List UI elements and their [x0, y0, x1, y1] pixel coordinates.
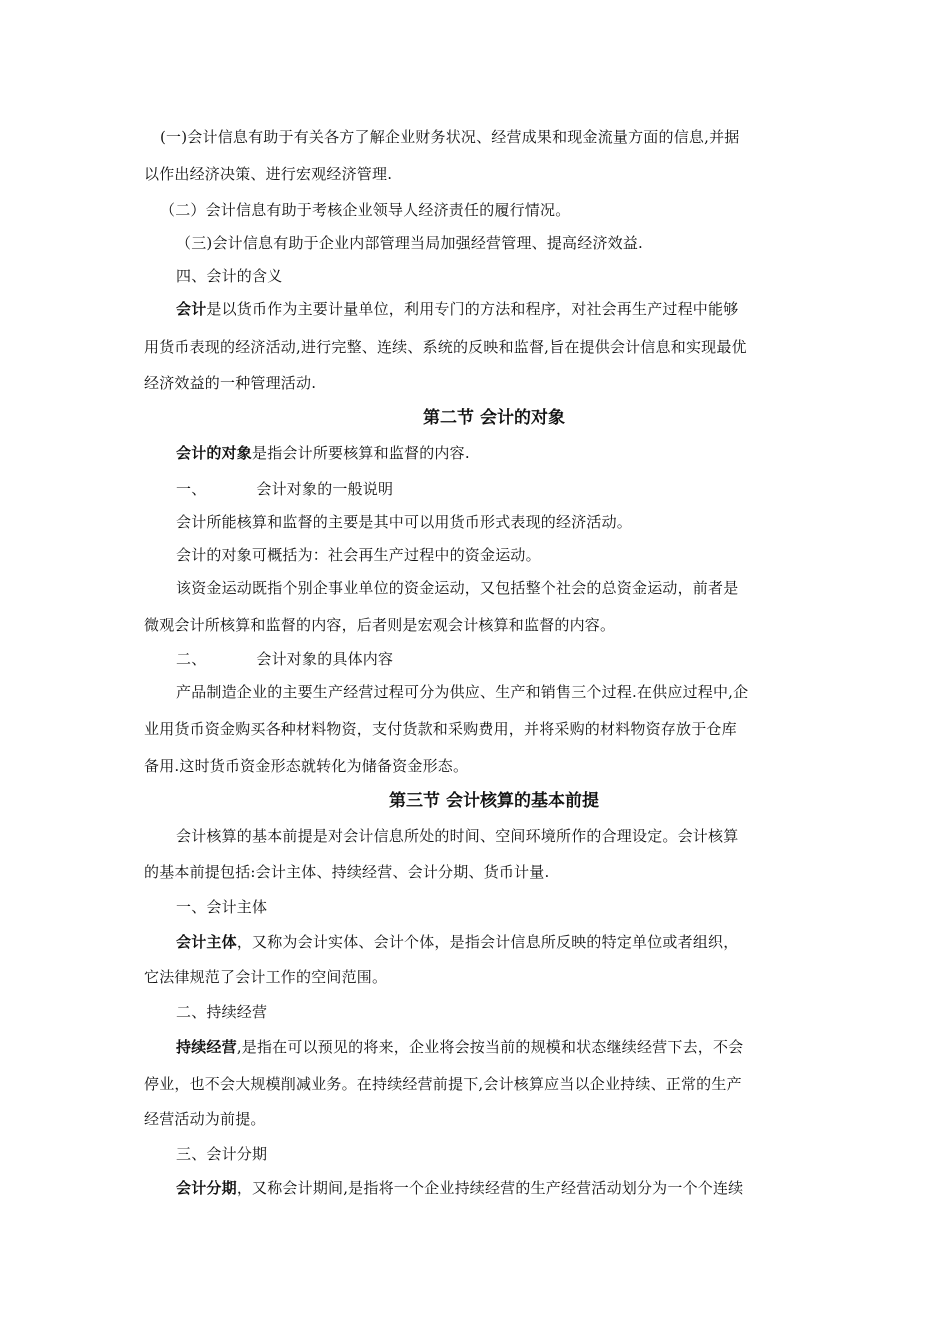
definition-text: 是以货币作为主要计量单位，利用专门的方法和程序，对社会再生产过程中能够 — [206, 300, 739, 318]
heading-accounting-meaning: 四、会计的含义 — [176, 267, 283, 285]
entity-definition-text: ，又称为会计实体、会计个体，是指会计信息所反映的特定单位或者组织， — [236, 933, 739, 951]
going-concern-line2: 停业，也不会大规模削减业务。在持续经营前提下,会计核算应当以企业持续、正常的生产 — [144, 1075, 742, 1093]
period-definition-line1 — [176, 1178, 814, 1198]
definition-line3: 经济效益的一种管理活动. — [144, 374, 317, 392]
subheading-text: 会计对象的一般说明 — [256, 480, 394, 498]
paragraph-specific-line1: 产品制造企业的主要生产经营过程可分为供应、生产和销售三个过程.在供应过程中,企 — [176, 683, 749, 701]
term-accounting-period: 会计分期 — [176, 1179, 237, 1197]
subheading-number: 二、 — [176, 650, 207, 668]
paragraph-info-decision-line1: (一)会计信息有助于有关各方了解企业财务状况、经营成果和现金流量方面的信息,并据 — [160, 128, 740, 146]
subheading-number: 一、 — [176, 480, 207, 498]
paragraph-premises-line1: 会计核算的基本前提是对会计信息所处的时间、空间环境所作的合理设定。会计核算 — [176, 827, 739, 845]
paragraph-general-2: 会计的对象可概括为：社会再生产过程中的资金运动。 — [176, 546, 541, 564]
paragraph-general-1: 会计所能核算和监督的主要是其中可以用货币形式表现的经济活动。 — [176, 513, 633, 531]
period-definition-text: ，又称会计期间,是指将一个企业持续经营的生产经营活动划分为一个个连续 — [236, 1179, 744, 1197]
subheading-general — [176, 479, 846, 499]
term-accounting-entity: 会计主体 — [176, 933, 237, 951]
paragraph-general-3-line1: 该资金运动既指个别企事业单位的资金运动，又包括整个社会的总资金运动，前者是 — [176, 579, 739, 597]
paragraph-info-responsibility: （二）会计信息有助于考核企业领导人经济责任的履行情况。 — [160, 201, 571, 219]
paragraph-specific-line3: 备用.这时货币资金形态就转化为储备资金形态。 — [144, 757, 469, 775]
object-definition — [176, 443, 846, 463]
section-title-accounting-object: 第二节 会计的对象 — [423, 408, 565, 428]
subheading-text: 会计对象的具体内容 — [256, 650, 394, 668]
paragraph-info-decision-line2: 以作出经济决策、进行宏观经济管理. — [144, 165, 393, 183]
going-concern-text: ,是指在可以预见的将来，企业将会按当前的规模和状态继续经营下去，不会 — [236, 1038, 744, 1056]
paragraph-premises-line2: 的基本前提包括:会计主体、持续经营、会计分期、货币计量. — [144, 863, 550, 881]
term-accounting: 会计 — [176, 300, 207, 318]
heading-accounting-entity: 一、会计主体 — [176, 898, 268, 916]
heading-accounting-period: 三、会计分期 — [176, 1145, 268, 1163]
heading-going-concern: 二、持续经营 — [176, 1003, 268, 1021]
entity-definition-line1 — [176, 932, 814, 952]
paragraph-general-3-line2: 微观会计所核算和监督的内容，后者则是宏观会计核算和监督的内容。 — [144, 616, 616, 634]
entity-definition-line2: 它法律规范了会计工作的空间范围。 — [144, 968, 388, 986]
subheading-specific — [176, 649, 846, 669]
term-going-concern: 持续经营 — [176, 1038, 237, 1056]
definition-line1 — [176, 299, 814, 319]
definition-line2: 用货币表现的经济活动,进行完整、连续、系统的反映和监督,旨在提供会计信息和实现最优 — [144, 338, 747, 356]
paragraph-info-management: （三)会计信息有助于企业内部管理当局加强经营管理、提高经济效益. — [176, 234, 644, 252]
going-concern-line1 — [176, 1037, 814, 1057]
going-concern-line3: 经营活动为前提。 — [144, 1110, 266, 1128]
section-title-basic-premises: 第三节 会计核算的基本前提 — [389, 791, 599, 811]
paragraph-specific-line2: 业用货币资金购买各种材料物资，支付货款和采购费用，并将采购的材料物资存放于仓库 — [144, 720, 737, 738]
term-accounting-object: 会计的对象 — [176, 444, 253, 462]
object-definition-text: 是指会计所要核算和监督的内容. — [252, 444, 470, 462]
